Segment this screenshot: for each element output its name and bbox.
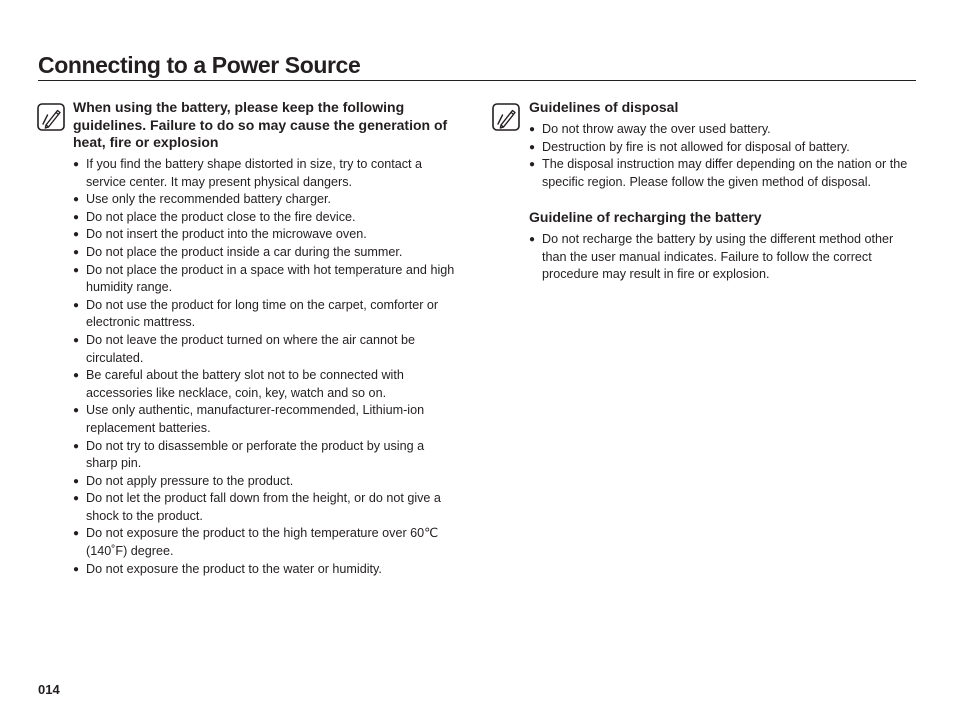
battery-guidelines-list	[73, 156, 455, 578]
list-item: ● Do not use the product for long time on the carpet, comforter or electronic mattress.	[73, 297, 455, 332]
disposal-list	[529, 121, 914, 191]
battery-guidelines-heading: When using the battery, please keep the following guidelines. Failure to do so may cause the generation of heat, fire or explosion	[73, 99, 448, 150]
list-item: ● Do not exposure the product to the water or humidity.	[73, 561, 455, 579]
list-item: ● Do not place the product in a space with hot temperature and high humidity range.	[73, 262, 455, 297]
list-item: ● If you find the battery shape distorted in size, try to contact a service center. It may present physical dangers.	[73, 156, 455, 191]
pencil-note-icon	[492, 103, 520, 131]
list-item: ● Do not apply pressure to the product.	[73, 473, 455, 491]
list-item: ● Do not insert the product into the microwave oven.	[73, 226, 455, 244]
list-item: ● Use only the recommended battery charger.	[73, 191, 455, 209]
recharging-list	[529, 231, 914, 284]
recharging-heading: Guideline of recharging the battery	[529, 209, 762, 225]
list-item: ● Do not leave the product turned on where the air cannot be circulated.	[73, 332, 455, 367]
list-item: ● Destruction by fire is not allowed for disposal of battery.	[529, 139, 914, 157]
list-item: ● Use only authentic, manufacturer-recommended, Lithium-ion replacement batteries.	[73, 402, 455, 437]
page-title: Connecting to a Power Source	[38, 52, 361, 78]
pencil-note-icon	[37, 103, 65, 131]
list-item: ● Do not throw away the over used battery.	[529, 121, 914, 139]
list-item: ● Be careful about the battery slot not to be connected with accessories like necklace, coin, key, watch and so on.	[73, 367, 455, 402]
list-item: ● Do not place the product close to the fire device.	[73, 209, 455, 227]
list-item: ● The disposal instruction may differ depending on the nation or the specific region. Please follow the given method of disposal.	[529, 156, 914, 191]
list-item: ● Do not try to disassemble or perforate the product by using a sharp pin.	[73, 438, 455, 473]
title-divider	[38, 80, 916, 81]
disposal-heading: Guidelines of disposal	[529, 99, 679, 115]
list-item: ● Do not let the product fall down from the height, or do not give a shock to the product.	[73, 490, 455, 525]
list-item: ● Do not place the product inside a car during the summer.	[73, 244, 455, 262]
page-number: 014	[38, 682, 60, 697]
list-item: ● Do not exposure the product to the high temperature over 60℃ (140˚F) degree.	[73, 525, 455, 560]
list-item: ● Do not recharge the battery by using the different method other than the user manual indicates. Failure to follow the correct procedure may result in fire or explosion.	[529, 231, 914, 284]
